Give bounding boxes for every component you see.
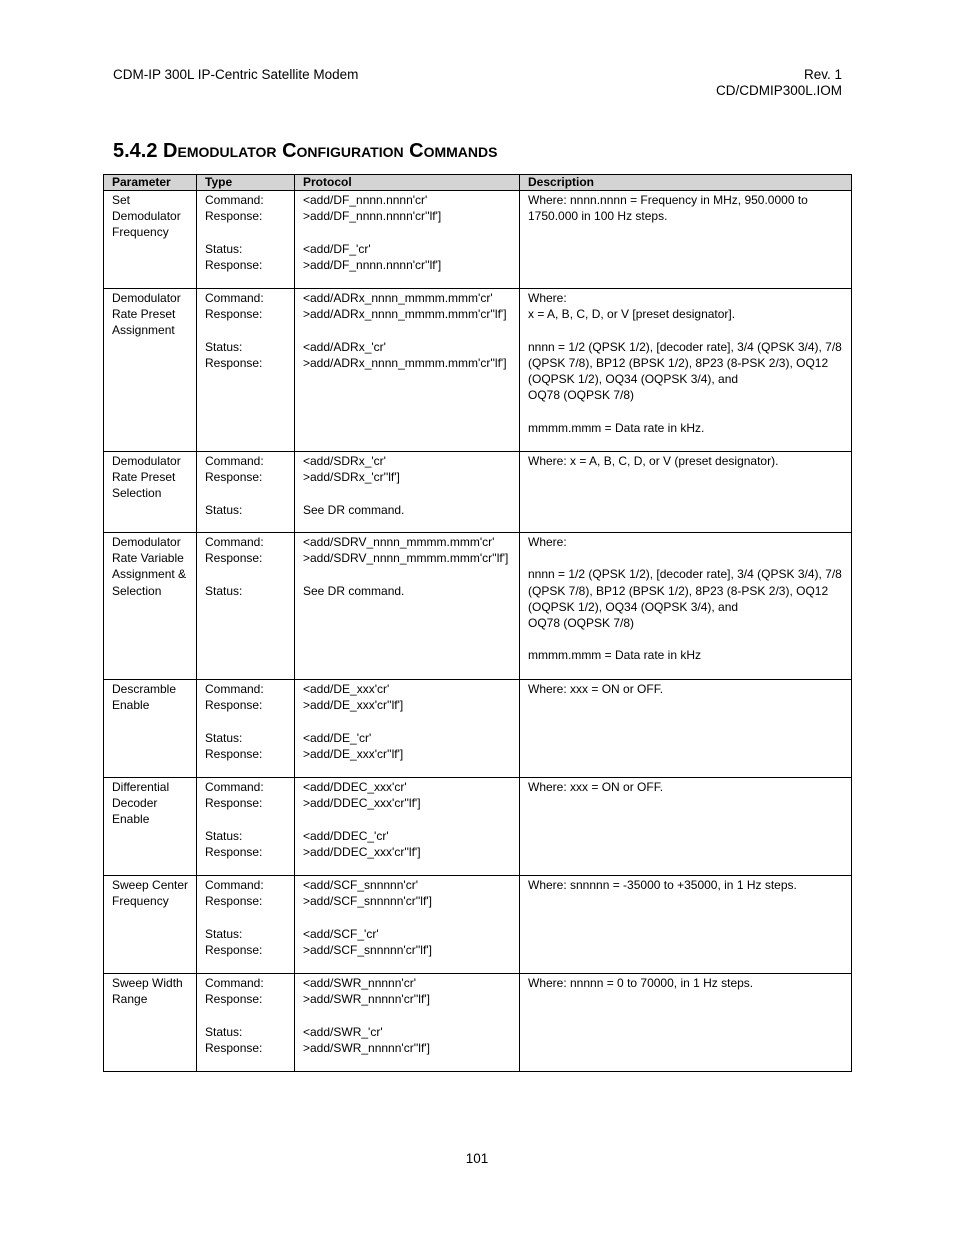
cell-type	[197, 191, 295, 289]
protocol-line	[303, 566, 515, 582]
cell-description	[520, 289, 852, 452]
cell-description	[520, 876, 852, 974]
parameter-line: Descramble	[112, 682, 177, 696]
parameter-line: Demodulator	[112, 454, 181, 468]
table-row	[104, 974, 852, 1072]
cell-protocol	[295, 876, 520, 974]
cell-type	[197, 778, 295, 876]
protocol-line: >add/ADRx_nnnn_mmmm.mmm'cr''lf']	[303, 307, 507, 322]
protocol-line: <add/ADRx_'cr'	[303, 339, 386, 354]
type-line: Response:	[205, 844, 263, 859]
cell-protocol	[295, 533, 520, 680]
type-line: Command:	[205, 976, 264, 990]
protocol-line: >add/SDRx_'cr''lf']	[303, 470, 400, 485]
parameter-line: Demodulator	[112, 535, 181, 549]
type-line	[205, 811, 290, 827]
section-title-text: Demodulator Configuration Commands	[163, 140, 498, 162]
cell-type	[197, 533, 295, 680]
protocol-line: <add/DDEC_'cr'	[303, 828, 389, 843]
parameter-line: Sweep Width	[112, 976, 183, 990]
protocol-line: <add/DF_nnnn.nnnn'cr'	[303, 193, 428, 207]
document-title: CDM-IP 300L IP-Centric Satellite Modem	[113, 67, 359, 82]
cell-description	[520, 191, 852, 289]
cell-parameter	[104, 974, 197, 1072]
parameter-line: Range	[112, 992, 148, 1007]
protocol-line: <add/DDEC_xxx'cr'	[303, 780, 407, 794]
cell-protocol	[295, 778, 520, 876]
description-line: Where: nnnn.nnnn = Frequency in MHz, 950.0000 to	[528, 193, 808, 207]
protocol-line: >add/DF_nnnn.nnnn'cr''lf']	[303, 209, 442, 224]
cell-type	[197, 680, 295, 778]
type-line: Command:	[205, 193, 264, 207]
type-line: Status:	[205, 241, 243, 256]
parameter-line: Assignment &	[112, 567, 187, 582]
column-header-description: Description	[520, 175, 852, 191]
protocol-line: <add/SWR_nnnnn'cr'	[303, 976, 416, 990]
description-line: nnnn = 1/2 (QPSK 1/2), [decoder rate], 3/4 (QPSK 3/4), 7/8	[528, 567, 842, 582]
cell-description	[520, 680, 852, 778]
cell-type	[197, 289, 295, 452]
column-header-protocol: Protocol	[295, 175, 520, 191]
description-line: Where: xxx = ON or OFF.	[528, 780, 664, 794]
type-line	[205, 566, 290, 582]
description-line	[528, 322, 847, 338]
type-line: Command:	[205, 454, 264, 468]
protocol-line: >add/ADRx_nnnn_mmmm.mmm'cr''lf']	[303, 355, 507, 370]
description-line: (OQPSK 1/2), OQ34 (OQPSK 3/4), and	[528, 599, 739, 614]
table-body	[104, 191, 852, 1072]
type-line	[205, 485, 290, 501]
protocol-line	[303, 224, 515, 240]
cell-parameter	[104, 778, 197, 876]
protocol-line: >add/DDEC_xxx'cr''lf']	[303, 844, 421, 859]
parameter-line: Differential	[112, 780, 170, 794]
cell-type	[197, 974, 295, 1072]
type-line: Command:	[205, 291, 264, 305]
description-line	[528, 403, 847, 419]
type-line: Response:	[205, 746, 263, 761]
cell-protocol	[295, 452, 520, 533]
description-line: Where: snnnnn = -35000 to +35000, in 1 Hz steps.	[528, 878, 797, 892]
description-line: Where: nnnnn = 0 to 70000, in 1 Hz steps.	[528, 976, 754, 990]
protocol-line: <add/SWR_'cr'	[303, 1024, 383, 1039]
parameter-line: Assignment	[112, 323, 175, 338]
type-line: Response:	[205, 992, 263, 1007]
type-line: Command:	[205, 878, 264, 892]
table-header-row	[104, 175, 852, 191]
description-line: mmmm.mmm = Data rate in kHz	[528, 648, 702, 663]
parameter-line: Selection	[112, 583, 162, 598]
type-line: Response:	[205, 355, 263, 370]
document-id: CD/CDMIP300L.IOM	[715, 83, 842, 98]
document-revision	[716, 67, 842, 99]
type-line: Response:	[205, 1040, 263, 1055]
description-line: (QPSK 7/8), BP12 (BPSK 1/2), 8P23 (8-PSK 2/3), OQ12	[528, 583, 829, 598]
cell-description	[520, 452, 852, 533]
protocol-line: >add/DE_xxx'cr''lf']	[303, 746, 404, 761]
parameter-line: Decoder	[112, 796, 158, 811]
protocol-line: <add/SDRV_nnnn_mmmm.mmm'cr'	[303, 535, 495, 549]
parameter-line: Sweep Center	[112, 878, 189, 892]
protocol-line	[303, 909, 515, 925]
cell-parameter	[104, 191, 197, 289]
cell-type	[197, 452, 295, 533]
table-row	[104, 191, 852, 289]
cell-protocol	[295, 191, 520, 289]
table-row	[104, 289, 852, 452]
type-line: Command:	[205, 780, 264, 794]
description-line	[528, 550, 847, 566]
parameter-line: Rate Preset	[112, 307, 176, 322]
protocol-line	[303, 1007, 515, 1023]
protocol-line: <add/SCF_'cr'	[303, 926, 379, 941]
type-line	[205, 713, 290, 729]
parameter-line: Enable	[112, 698, 150, 713]
type-line	[205, 1007, 290, 1023]
revision-label: Rev. 1	[803, 67, 842, 82]
type-line: Response:	[205, 257, 263, 272]
table-row	[104, 778, 852, 876]
cell-description	[520, 778, 852, 876]
protocol-line: <add/SCF_snnnnn'cr'	[303, 878, 418, 892]
type-line: Response:	[205, 894, 263, 909]
type-line: Status:	[205, 926, 243, 941]
description-line: OQ78 (OQPSK 7/8)	[528, 616, 635, 630]
description-line: Where:	[528, 535, 567, 549]
parameter-line: Enable	[112, 812, 150, 827]
type-line: Response:	[205, 551, 263, 566]
cell-parameter	[104, 680, 197, 778]
table-row	[104, 533, 852, 680]
cell-parameter	[104, 289, 197, 452]
parameter-line: Rate Variable	[112, 551, 184, 566]
protocol-line: <add/DF_'cr'	[303, 241, 371, 256]
type-line: Status:	[205, 730, 243, 745]
parameter-line: Demodulator	[112, 291, 181, 305]
cell-parameter	[104, 876, 197, 974]
description-line: mmmm.mmm = Data rate in kHz.	[528, 420, 705, 435]
cell-description	[520, 533, 852, 680]
protocol-line: <add/DE_xxx'cr'	[303, 682, 390, 696]
table-row	[104, 680, 852, 778]
cell-protocol	[295, 974, 520, 1072]
cell-protocol	[295, 680, 520, 778]
type-line: Response:	[205, 796, 263, 811]
parameter-line: Rate Preset	[112, 470, 176, 485]
parameter-line: Set	[112, 193, 131, 207]
type-line: Response:	[205, 470, 263, 485]
type-line: Status:	[205, 502, 243, 517]
cell-parameter	[104, 452, 197, 533]
protocol-line: >add/SCF_snnnnn'cr''lf']	[303, 894, 432, 909]
type-line: Response:	[205, 942, 263, 957]
type-line	[205, 224, 290, 240]
description-line: Where:	[528, 291, 567, 305]
cell-protocol	[295, 289, 520, 452]
description-line: (OQPSK 1/2), OQ34 (OQPSK 3/4), and	[528, 372, 739, 386]
type-line: Response:	[205, 209, 263, 224]
type-line: Command:	[205, 682, 264, 696]
demodulator-commands-table	[103, 174, 852, 1072]
protocol-line	[303, 713, 515, 729]
type-line: Status:	[205, 583, 243, 598]
table-row	[104, 876, 852, 974]
protocol-line: <add/SDRx_'cr'	[303, 454, 386, 468]
parameter-line: Frequency	[112, 894, 169, 909]
type-line: Response:	[205, 307, 263, 322]
protocol-line	[303, 322, 515, 338]
protocol-line: See DR command.	[303, 502, 405, 517]
protocol-line: >add/SCF_snnnnn'cr''lf']	[303, 942, 432, 957]
parameter-line: Demodulator	[112, 209, 181, 224]
type-line: Status:	[205, 339, 243, 354]
description-line: Where: x = A, B, C, D, or V (preset designator).	[528, 454, 779, 468]
type-line: Status:	[205, 828, 243, 843]
description-line: (QPSK 7/8), BP12 (BPSK 1/2), 8P23 (8-PSK 2/3), OQ12	[528, 355, 829, 370]
parameter-line: Frequency	[112, 225, 169, 240]
description-line: OQ78 (OQPSK 7/8)	[528, 388, 635, 403]
section-number: 5.4.2	[113, 140, 158, 162]
column-header-type: Type	[197, 175, 295, 191]
protocol-line: <add/DE_'cr'	[303, 730, 372, 745]
cell-parameter	[104, 533, 197, 680]
description-line: Where: xxx = ON or OFF.	[528, 682, 664, 696]
type-line	[205, 322, 290, 338]
description-line: x = A, B, C, D, or V [preset designator].	[528, 307, 736, 322]
section-heading	[113, 140, 497, 163]
protocol-line: <add/ADRx_nnnn_mmmm.mmm'cr'	[303, 291, 493, 305]
column-header-parameter: Parameter	[104, 175, 197, 191]
protocol-line: >add/DF_nnnn.nnnn'cr''lf']	[303, 257, 442, 272]
protocol-line: See DR command.	[303, 583, 405, 598]
protocol-line: >add/SDRV_nnnn_mmmm.mmm'cr''lf']	[303, 551, 509, 566]
type-line	[205, 909, 290, 925]
page-number: 101	[465, 1151, 489, 1166]
description-line: nnnn = 1/2 (QPSK 1/2), [decoder rate], 3/4 (QPSK 3/4), 7/8	[528, 339, 842, 354]
cell-description	[520, 974, 852, 1072]
type-line: Command:	[205, 535, 264, 549]
type-line: Status:	[205, 1024, 243, 1039]
protocol-line: >add/SWR_nnnnn'cr''lf']	[303, 992, 430, 1007]
protocol-line	[303, 485, 515, 501]
protocol-line: >add/DE_xxx'cr''lf']	[303, 698, 404, 713]
protocol-line	[303, 811, 515, 827]
description-line	[528, 631, 847, 647]
cell-type	[197, 876, 295, 974]
type-line: Response:	[205, 698, 263, 713]
description-line: 1750.000 in 100 Hz steps.	[528, 209, 668, 224]
protocol-line: >add/DDEC_xxx'cr''lf']	[303, 796, 421, 811]
table-row	[104, 452, 852, 533]
parameter-line: Selection	[112, 486, 162, 501]
protocol-line: >add/SWR_nnnnn'cr''lf']	[303, 1040, 430, 1055]
